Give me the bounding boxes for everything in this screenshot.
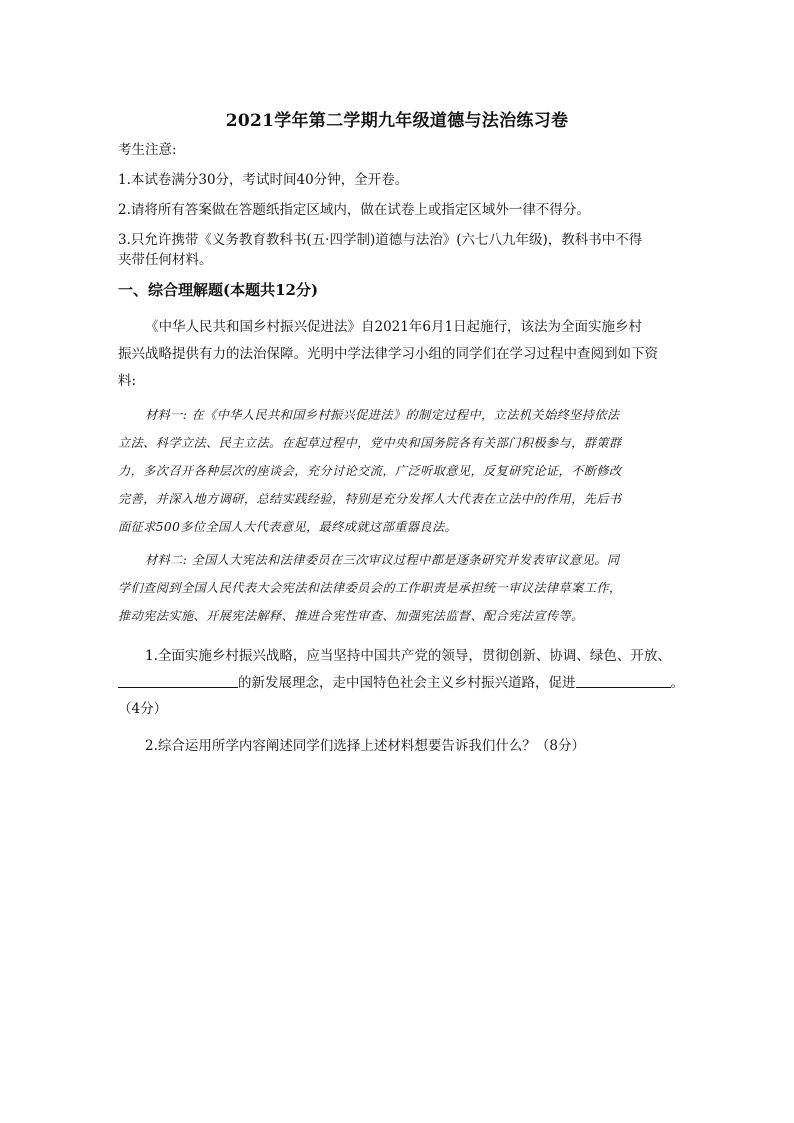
material-two-line-3: 推动宪法实施、开展宪法解释、推进合宪性审查、加强宪法监督、配合宪法宣传等。 xyxy=(118,609,584,623)
intro-line-3: 料: xyxy=(118,373,137,389)
material-one-line-2: 立法、科学立法、民主立法。在起草过程中，党中央和国务院各有关部门积极参与，群策群 xyxy=(118,436,622,450)
question-one-score: （4分） xyxy=(118,701,168,717)
intro-line-1: 《中华人民共和国乡村振兴促进法》自2021年6月1日起施行，该法为全面实施乡村 xyxy=(145,319,643,335)
notice-heading: 考生注意: xyxy=(118,142,177,158)
section-heading: 一、综合理解题(本题共12分) xyxy=(118,281,319,299)
notice-item-3-cont: 夹带任何材料。 xyxy=(118,252,213,268)
intro-line-2: 振兴战略提供有力的法治保障。光明中学法律学习小组的同学们在学习过程中查阅到如下资 xyxy=(118,346,658,362)
answer-blank-1[interactable] xyxy=(118,673,238,688)
exam-title: 2021学年第二学期九年级道德与法治练习卷 xyxy=(225,111,569,131)
question-one-middle-text: 的新发展理念，走中国特色社会主义乡村振兴道路，促进 xyxy=(238,675,576,691)
question-one-line-1: 1.全面实施乡村振兴战略，应当坚持中国共产党的领导，贯彻创新、协调、绿色、开放、 xyxy=(145,648,671,664)
material-one-line-5: 面征求500多位全国人大代表意见，最终成就这部重器良法。 xyxy=(118,520,458,534)
notice-item-2: 2.请将所有答案做在答题纸指定区域内，做在试卷上或指定区域外一律不得分。 xyxy=(118,202,590,218)
notice-item-3: 3.只允许携带《义务教育教科书(五·四学制)道德与法治》(六七八九年级)，教科书中不得 xyxy=(118,232,643,248)
question-one-line-2 xyxy=(118,673,698,693)
material-one-line-4: 完善，并深入地方调研，总结实践经验，特别是充分发挥人大代表在立法中的作用，先后书 xyxy=(118,492,622,506)
material-two-line-2: 学们查阅到全国人民代表大会宪法和法律委员会的工作职责是承担统一审议法律草案工作， xyxy=(118,581,622,595)
question-two: 2.综合运用所学内容阐述同学们选择上述材料想要告诉我们什么？（8分） xyxy=(145,738,585,754)
material-two-line-1: 材料二: 全国人大宪法和法律委员在三次审议过程中都是逐条研究并发表审议意见。同 xyxy=(145,553,620,567)
material-one-line-1: 材料一: 在《中华人民共和国乡村振兴促进法》的制定过程中，立法机关始终坚持依法 xyxy=(145,408,620,422)
notice-item-1: 1.本试卷满分30分，考试时间40分钟，全开卷。 xyxy=(118,172,409,188)
question-one-end-text: 。 xyxy=(670,675,684,691)
material-one-line-3: 力，多次召开各种层次的座谈会，充分讨论交流，广泛听取意见，反复研究论证，不断修改 xyxy=(118,464,622,478)
answer-blank-2[interactable] xyxy=(576,673,671,688)
